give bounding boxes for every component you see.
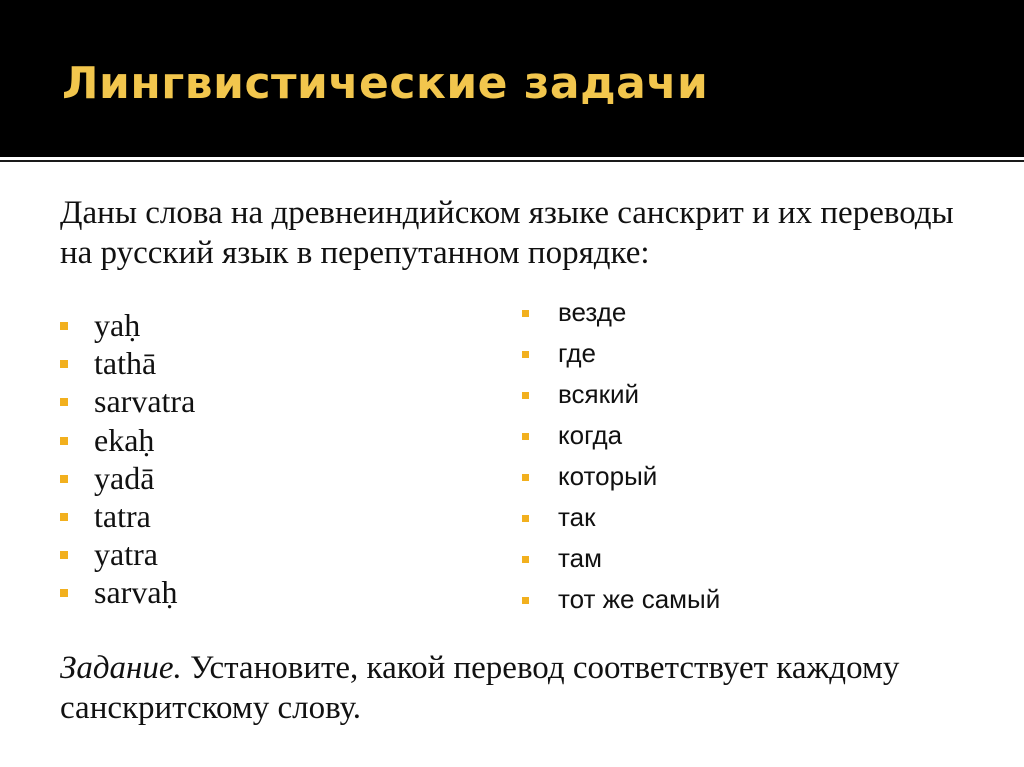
bullet-icon [60, 437, 68, 445]
bullet-icon [60, 551, 68, 559]
russian-word: всякий [558, 379, 640, 409]
bullet-icon [60, 475, 68, 483]
list-item [522, 415, 720, 456]
sanskrit-word: sarvatra [94, 383, 196, 420]
list-item [60, 421, 195, 459]
task-label: Задание. [60, 650, 182, 686]
list-item [60, 306, 195, 344]
sanskrit-word: yadā [94, 459, 155, 496]
list-item [60, 344, 195, 382]
bullet-icon [522, 474, 529, 481]
list-item [522, 333, 720, 374]
sanskrit-word: tathā [94, 345, 157, 382]
bullet-icon [522, 351, 529, 358]
title-band [0, 0, 1024, 157]
bullet-icon [522, 310, 529, 317]
list-item [60, 535, 195, 573]
sanskrit-word-list [60, 306, 195, 612]
bullet-icon [522, 392, 529, 399]
bullet-icon [60, 589, 68, 597]
list-item [522, 292, 720, 333]
bullet-icon [522, 597, 529, 604]
bullet-icon [522, 433, 529, 440]
list-item [60, 497, 195, 535]
bullet-icon [60, 322, 68, 330]
list-item [60, 573, 195, 611]
intro-text: Даны слова на древнеиндийском языке санскрит и их переводы на русский язык в перепутанном порядке: [60, 195, 954, 271]
sanskrit-word: yaḥ [94, 307, 141, 344]
russian-word-list [522, 292, 720, 620]
russian-word: где [558, 338, 596, 368]
russian-word: который [558, 461, 658, 491]
russian-word: везде [558, 297, 627, 327]
russian-word: там [558, 543, 602, 573]
bullet-icon [522, 556, 529, 563]
sanskrit-word: yatra [94, 536, 158, 573]
list-item [522, 538, 720, 579]
list-item [522, 374, 720, 415]
list-item [522, 456, 720, 497]
sanskrit-word: ekaḥ [94, 421, 155, 458]
bullet-icon [60, 360, 68, 368]
bullet-icon [522, 515, 529, 522]
sanskrit-word: tatra [94, 498, 151, 535]
sanskrit-word: sarvaḥ [94, 574, 178, 611]
divider-shadow [0, 160, 1024, 162]
bullet-icon [60, 398, 68, 406]
russian-word: когда [558, 420, 623, 450]
russian-word: тот же самый [558, 584, 721, 614]
task-text-block [60, 648, 1000, 728]
russian-word: так [558, 502, 596, 532]
task-instruction: Установите, какой перевод соответствует каждому санскритскому слову. [60, 650, 900, 726]
list-item [60, 382, 195, 420]
bullet-icon [60, 513, 68, 521]
list-item [60, 459, 195, 497]
slide-title: Лингвистические задачи [62, 58, 709, 109]
list-item [522, 579, 720, 620]
list-item [522, 497, 720, 538]
